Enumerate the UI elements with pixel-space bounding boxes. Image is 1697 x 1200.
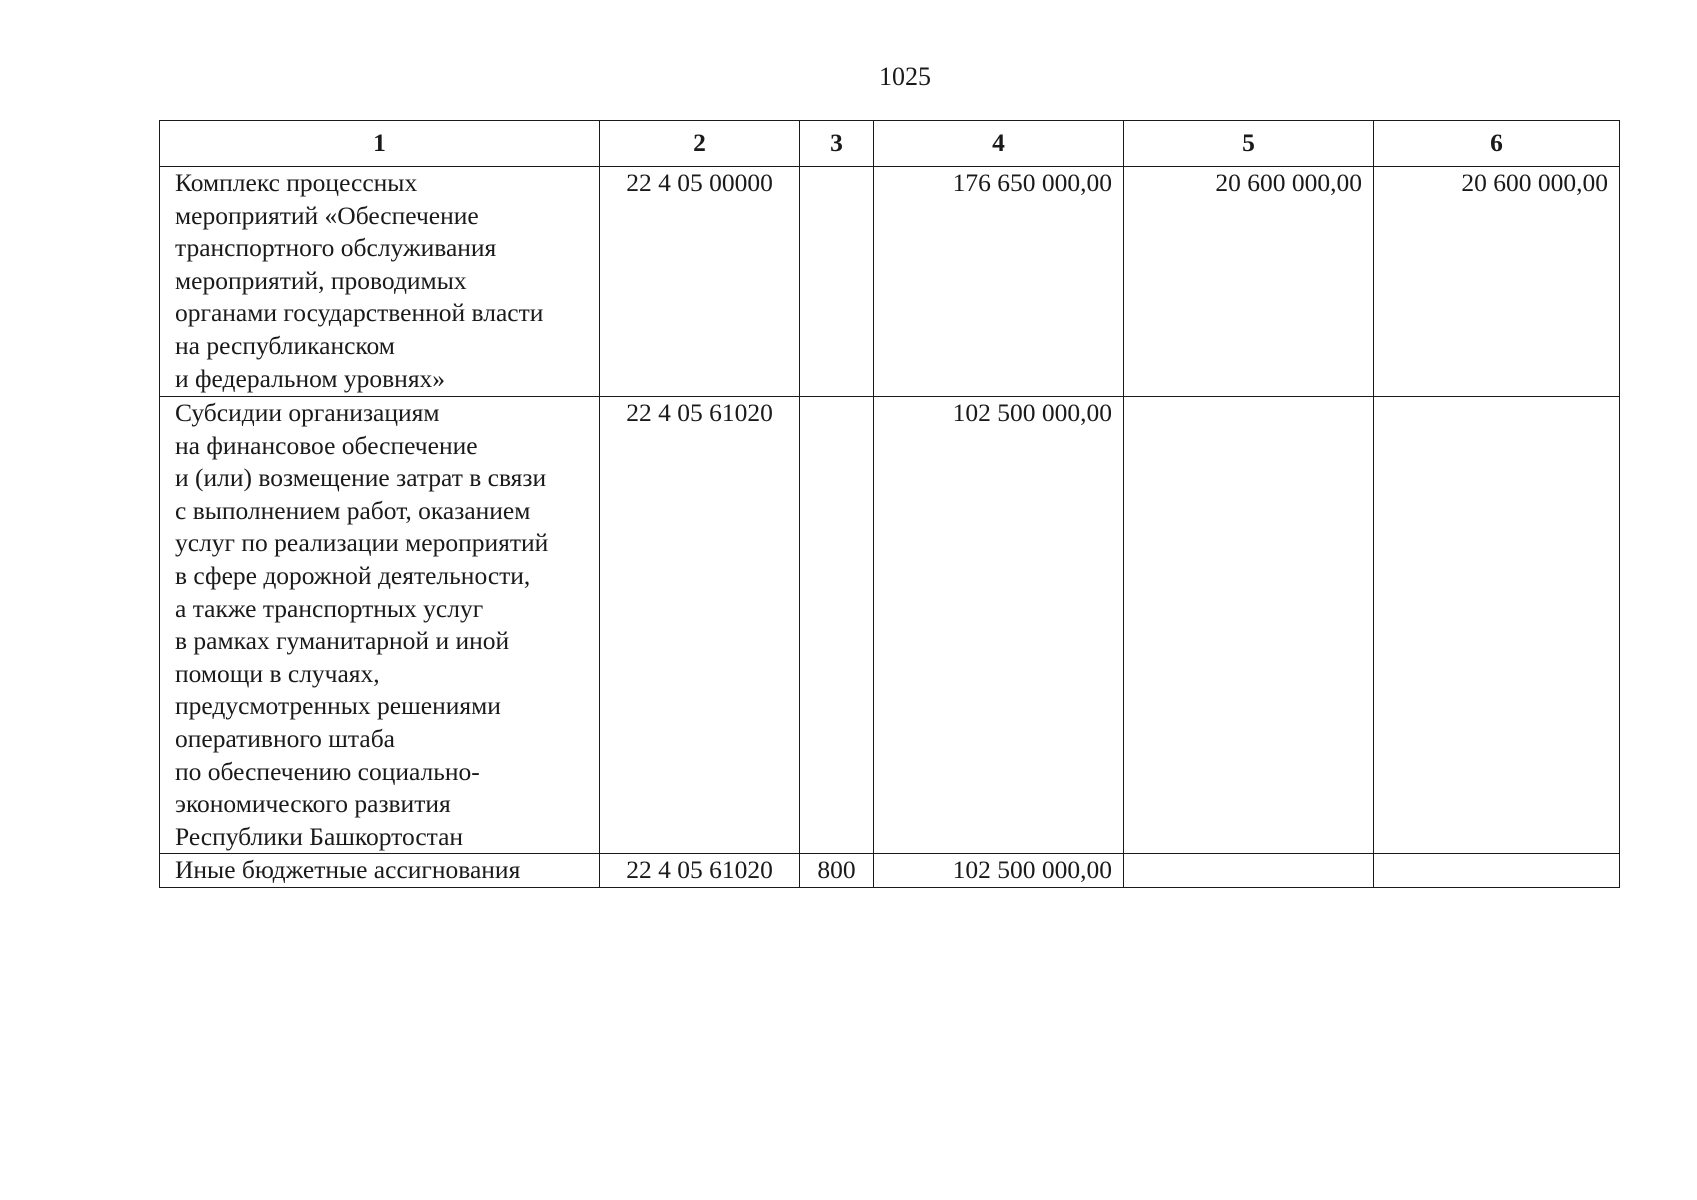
- row-name-line: транспортного обслуживания: [175, 233, 497, 263]
- row-name-line: и федеральном уровнях»: [175, 363, 446, 393]
- row-name-cell: [160, 854, 600, 888]
- column-header-1: 1: [160, 121, 600, 167]
- row-name-line: мероприятий «Обеспечение: [175, 200, 479, 230]
- table-header-row: [160, 121, 1620, 167]
- row-name-line: услуг по реализации мероприятий: [175, 528, 549, 558]
- row-name-line: экономического развития: [175, 789, 451, 819]
- table-row: [160, 397, 1620, 854]
- row-amount-4-cell: 176 650 000,00: [874, 167, 1124, 397]
- row-name-line: с выполнением работ, оказанием: [175, 495, 531, 525]
- column-header-6: 6: [1374, 121, 1620, 167]
- row-name-line: на республиканском: [175, 330, 395, 360]
- column-header-3: 3: [800, 121, 874, 167]
- row-name-cell: [160, 397, 600, 854]
- row-name-line: оперативного штаба: [175, 723, 395, 753]
- row-name-line: в сфере дорожной деятельности,: [175, 560, 531, 590]
- row-name-line: Субсидии организациям: [175, 398, 440, 427]
- row-expense-type-cell: [800, 397, 874, 854]
- row-code-cell: 22 4 05 00000: [600, 167, 800, 397]
- row-amount-5-cell: [1124, 854, 1374, 888]
- row-name-line: по обеспечению социально-: [175, 756, 480, 786]
- row-name-line: предусмотренных решениями: [175, 691, 501, 721]
- row-name-line: помощи в случаях,: [175, 658, 380, 688]
- row-name-line: и (или) возмещение затрат в связи: [175, 463, 547, 493]
- budget-table: [159, 120, 1620, 888]
- column-header-4: 4: [874, 121, 1124, 167]
- row-expense-type-cell: [800, 167, 874, 397]
- column-header-5: 5: [1124, 121, 1374, 167]
- row-expense-type-cell: 800: [800, 854, 874, 888]
- column-header-2: 2: [600, 121, 800, 167]
- row-name-line: а также транспортных услуг: [175, 593, 484, 623]
- page-number: 1025: [879, 62, 931, 91]
- row-name-line: на финансовое обеспечение: [175, 430, 478, 460]
- row-code-cell: 22 4 05 61020: [600, 397, 800, 854]
- row-amount-6-cell: 20 600 000,00: [1374, 167, 1620, 397]
- row-name-cell: [160, 167, 600, 397]
- row-name-line: мероприятий, проводимых: [175, 265, 467, 295]
- row-amount-6-cell: [1374, 397, 1620, 854]
- row-amount-4-cell: 102 500 000,00: [874, 854, 1124, 888]
- table-row: [160, 854, 1620, 888]
- row-name-line: Иные бюджетные ассигнования: [175, 855, 521, 885]
- row-code-cell: 22 4 05 61020: [600, 854, 800, 888]
- row-name-line: органами государственной власти: [175, 298, 544, 328]
- row-amount-5-cell: [1124, 397, 1374, 854]
- table-row: [160, 167, 1620, 397]
- row-amount-4-cell: 102 500 000,00: [874, 397, 1124, 854]
- row-amount-5-cell: 20 600 000,00: [1124, 167, 1374, 397]
- row-name-line: в рамках гуманитарной и иной: [175, 626, 510, 656]
- row-amount-6-cell: [1374, 854, 1620, 888]
- row-name-line: Комплекс процессных: [175, 168, 418, 197]
- row-name-line: Республики Башкортостан: [175, 821, 464, 851]
